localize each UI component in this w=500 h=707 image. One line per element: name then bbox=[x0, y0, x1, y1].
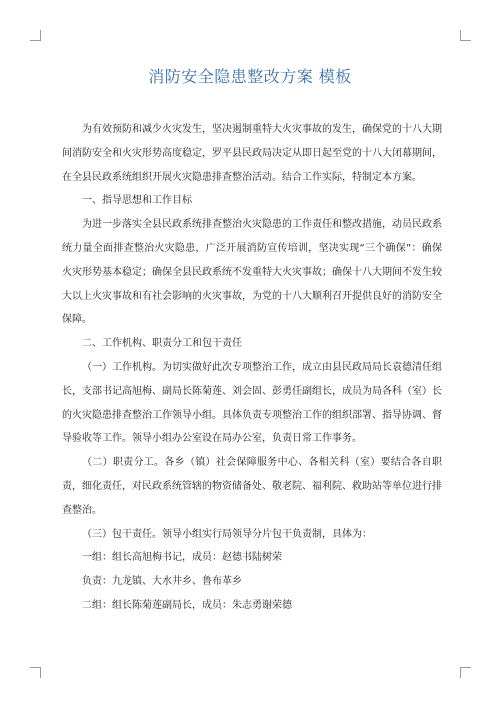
document-body bbox=[62, 118, 442, 618]
crop-mark-top-left bbox=[30, 30, 41, 41]
crop-mark-bottom-left bbox=[30, 667, 41, 678]
section-heading-2: 二、工作机构、职责分工和包干责任 bbox=[82, 338, 242, 350]
group-line: 一组：组长高旭梅书记，成员：赵德书陆树荣 bbox=[82, 552, 282, 564]
group-line: 二组：组长陈菊莲副局长，成员：朱志勇谢荣德 bbox=[82, 599, 292, 611]
intro-paragraph: 为有效预防和减少火灾发生，坚决遏制重特大火灾事故的发生，确保党的十八大期间消防安全和火灾形势高度稳定，罗平县民政局决定从即日起至党的十八大闭幕期间，在全县民政系统组织开展火灾隐患排查整治活动。结合工作实际，特制定本方案。 bbox=[62, 124, 442, 183]
document-title: 消防安全隐患整改方案 模板 bbox=[148, 67, 352, 86]
body-paragraph: （三）包干责任。领导小组实行局领导分片包干负责制，具体为： bbox=[82, 528, 372, 540]
section-heading-1: 一、指导思想和工作目标 bbox=[82, 195, 192, 207]
group-line: 负责：九龙镇、大水井乡、鲁布革乡 bbox=[82, 576, 242, 588]
body-paragraph: （二）职责分工。各乡（镇）社会保障服务中心、各相关科（室）要结合各自职责，细化责任，对民政系统管辖的物资储备处、敬老院、福利院、救助站等单位进行排查整治。 bbox=[62, 457, 442, 516]
crop-mark-bottom-right bbox=[460, 667, 471, 678]
body-paragraph: （一）工作机构。为切实做好此次专项整治工作，成立由县民政局局长袁德清任组长，支部书记高旭梅、副局长陈菊莲、刘会固、彭勇任副组长，成员为局各科（室）长的火灾隐患排查整治工作领导小组。具体负责专项整治工作的组织部署、指导协调、督导验收等工作。领导小组办公室设在局办公室，负责日常工作事务。 bbox=[62, 361, 442, 445]
body-paragraph: 为进一步落实全县民政系统排查整治火灾隐患的工作责任和整改措施，动员民政系统力量全面排查整治火灾隐患，广泛开展消防宣传培训，坚决实现“三个确保”：确保火灾形势基本稳定；确保全县民政系统不发重特大火灾事故；确保十八大期间不发生较大以上火灾事故和有社会影响的火灾事故，为党的十八大顺利召开提供良好的消防安全保障。 bbox=[62, 219, 442, 326]
crop-mark-top-right bbox=[460, 30, 471, 41]
